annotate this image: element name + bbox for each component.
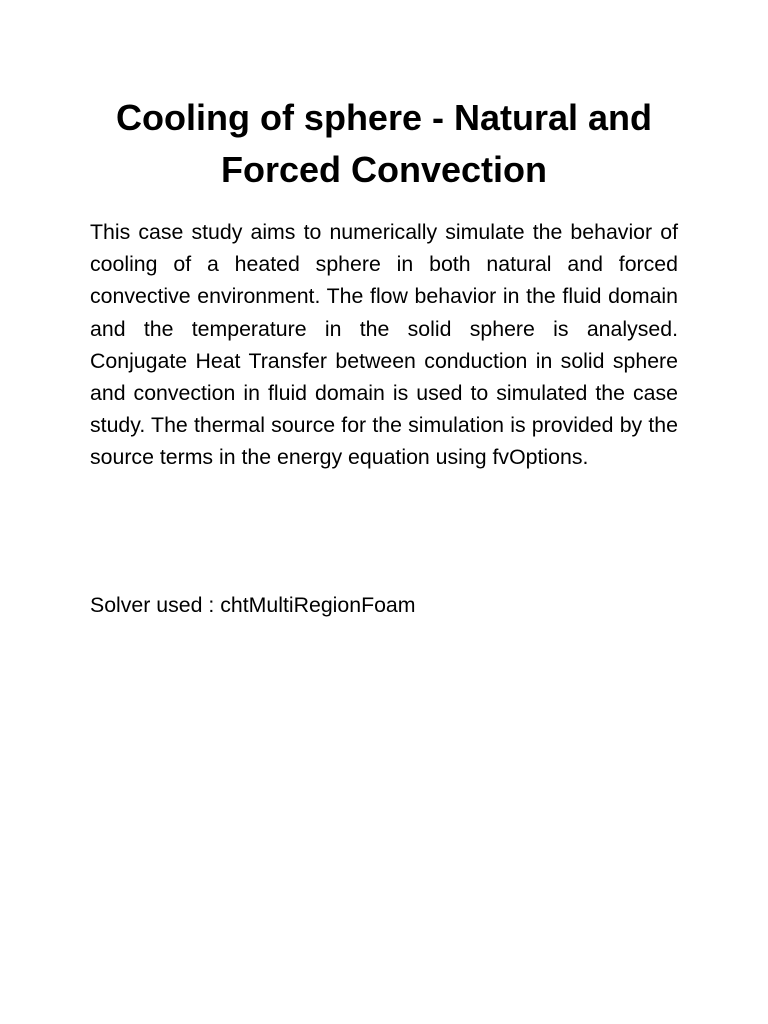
page-title: Cooling of sphere - Natural and Forced Convection bbox=[115, 97, 653, 190]
description-paragraph: This case study aims to numerically simulate the behavior of cooling of a heated sphere in both natural and forced convective environment. The flow behavior in the fluid domain and the temperature in the solid sphere is analysed. Conjugate Heat Transfer between conduction in solid sphere and convection in fluid domain is used to simulated the case study. The thermal source for the simulation is provided by the source terms in the energy equation using fvOptions. bbox=[90, 220, 678, 470]
solver-info: Solver used : chtMultiRegionFoam bbox=[90, 593, 416, 617]
